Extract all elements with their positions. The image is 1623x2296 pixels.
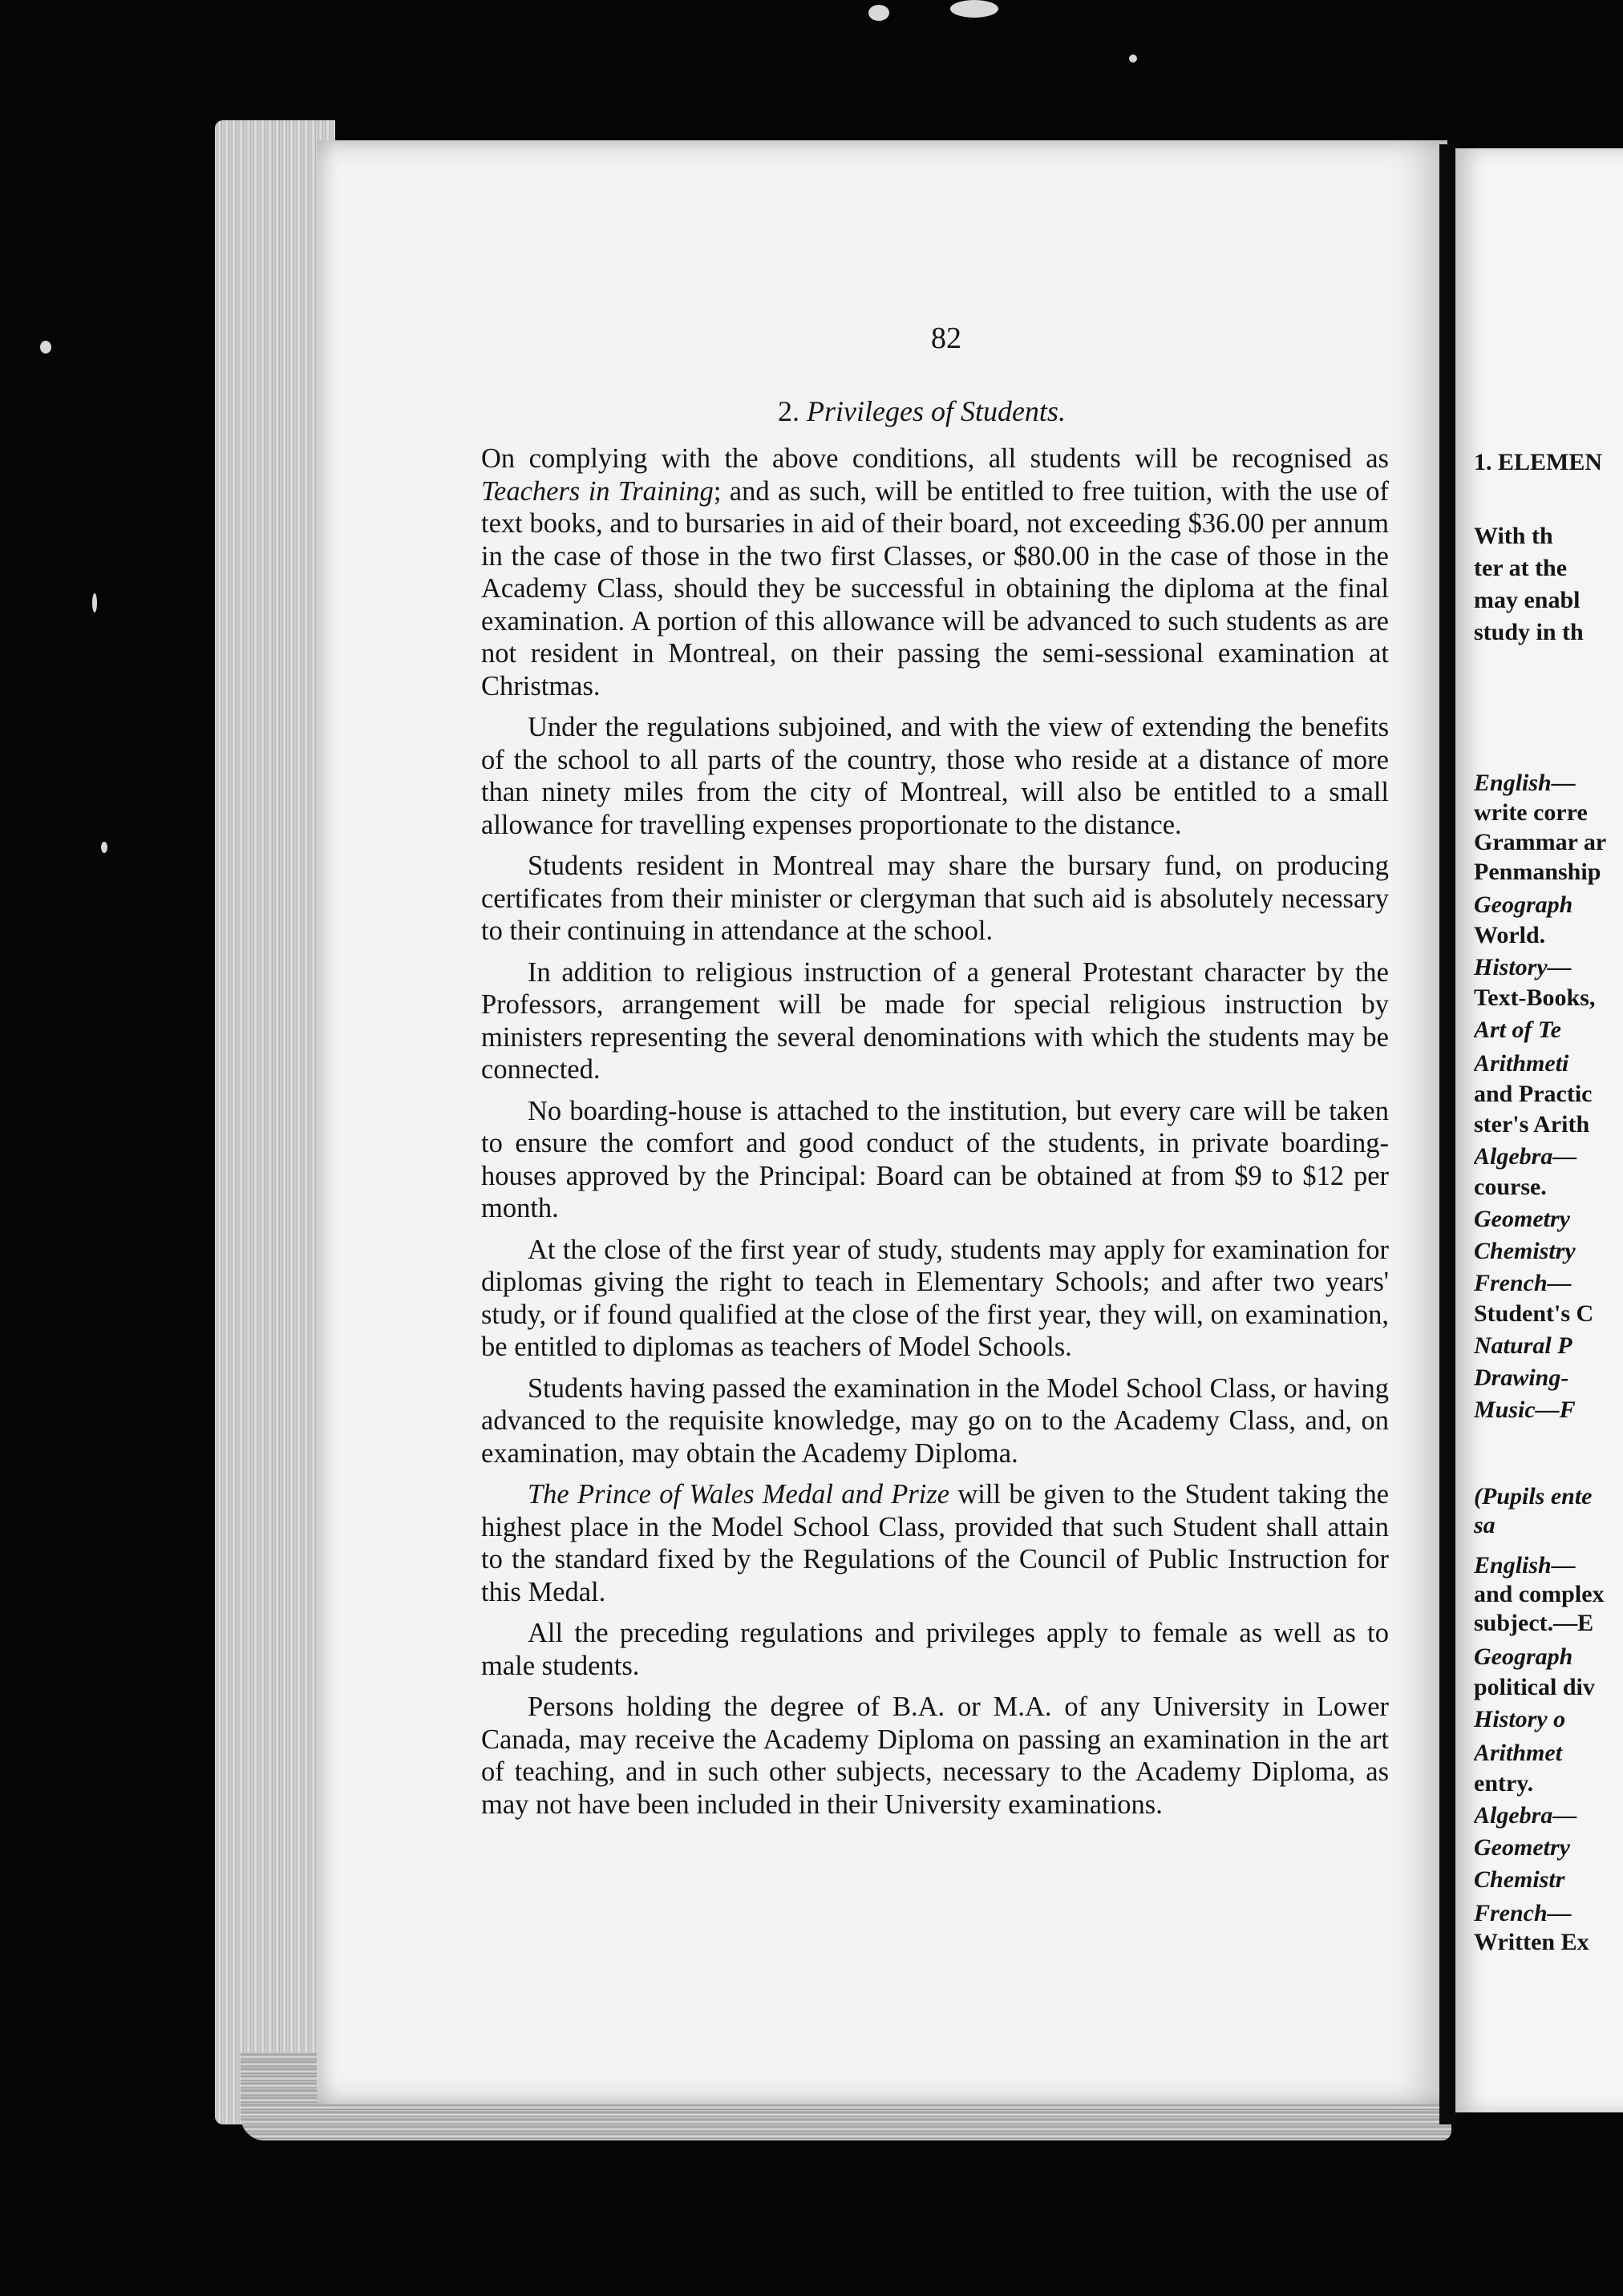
right-page-line: may enabl xyxy=(1474,587,1581,613)
paragraph xyxy=(481,1478,1389,1608)
paragraph-text: Under the regulations subjoined, and with the view of extending the benefits of the school to all parts of the country, those who reside at a distance of more than ninety miles from the city of Montreal, will also be entitled to a small allowance for travelling expenses proportionate to the distance. xyxy=(481,712,1389,840)
right-page-line: Penmanship xyxy=(1474,859,1601,885)
right-page-line: Grammar ar xyxy=(1474,829,1607,855)
right-page-line: Geograph xyxy=(1474,1643,1573,1670)
section-heading xyxy=(778,394,1179,428)
paragraph xyxy=(481,711,1389,841)
right-page-line: History— xyxy=(1474,954,1572,980)
paragraph-text: All the preceding regulations and privileges apply to female as well as to male students. xyxy=(481,1618,1389,1681)
right-page-line: With th xyxy=(1474,523,1553,549)
paragraph xyxy=(481,1372,1389,1470)
right-page-line: Geometry xyxy=(1474,1206,1570,1232)
paragraph xyxy=(481,1691,1389,1821)
right-page-line: History o xyxy=(1474,1706,1566,1732)
background-speck xyxy=(1129,55,1137,63)
paragraph-text: No boarding-house is attached to the institution, but every care will be taken to ensure the comfort and good conduct of the students, in private boarding-houses approved by the Principal: Board can be obtained at from $9 to $12 per month. xyxy=(481,1095,1389,1223)
paragraph xyxy=(481,443,1389,702)
right-page-text xyxy=(1474,449,1623,1972)
right-page-line: entry. xyxy=(1474,1770,1534,1797)
right-page-line: French— xyxy=(1474,1270,1572,1296)
right-page-line: and complex xyxy=(1474,1581,1605,1607)
right-page-line: ter at the xyxy=(1474,555,1568,581)
italic-phrase: The Prince of Wales Medal and Prize xyxy=(528,1479,950,1510)
right-page-line: sa xyxy=(1474,1512,1496,1538)
right-page-line: Chemistr xyxy=(1474,1866,1565,1893)
right-page-line: Drawing- xyxy=(1474,1364,1569,1391)
book-gutter xyxy=(1439,144,1457,2124)
paragraph xyxy=(481,1617,1389,1682)
paragraph xyxy=(481,850,1389,948)
right-page-line: Student's C xyxy=(1474,1300,1594,1327)
paragraph xyxy=(481,956,1389,1086)
right-page-line: study in th xyxy=(1474,619,1584,645)
right-page-line: Arithmet xyxy=(1474,1740,1563,1766)
right-page-line: Text-Books, xyxy=(1474,984,1596,1011)
right-page-line: Written Ex xyxy=(1474,1929,1589,1955)
paragraph-text: Students resident in Montreal may share the bursary fund, on producing certificates from their minister or clergyman that such aid is absolutely necessary to their continuing in attendance at the school. xyxy=(481,851,1389,946)
right-page-line: Art of Te xyxy=(1474,1017,1561,1043)
right-page-line: English— xyxy=(1474,1552,1576,1578)
right-page-line: Geograph xyxy=(1474,891,1573,918)
paragraph-text: The Prince of Wales Medal and Prize will be given to the Student taking the highest place in the Model School Class, provided that such Student shall attain to the standard fixed by the Regulations of the Council of Public Instruction for this Medal. xyxy=(481,1479,1390,1607)
right-page-line: Algebra— xyxy=(1474,1143,1577,1170)
paragraph xyxy=(481,1095,1389,1225)
right-page-line: Geometry xyxy=(1474,1834,1570,1861)
right-page-line: Chemistry xyxy=(1474,1238,1576,1264)
section-title: Privileges of Students. xyxy=(807,395,1066,427)
paragraph-text: On complying with the above conditions, all students will be recognised as Teachers in Training; and as such, will be entitled to free tuition, with the use of text books, and to bursaries in aid of their board, not exceeding $36.00 per annum in the case of those in the two first Classes, or $80.00 in the case of those in the Academy Class, should they be successful in obtaining the diploma at the final examination. A portion of this allowance will be advanced to such students as are not resident in Montreal, on their passing the semi-sessional examination at Christmas. xyxy=(481,443,1389,701)
italic-phrase: Teachers in Training xyxy=(481,475,714,507)
right-page-line: ster's Arith xyxy=(1474,1111,1590,1138)
background-speck xyxy=(868,5,889,21)
right-page-line: English— xyxy=(1474,770,1576,796)
paragraph-text: In addition to religious instruction of a general Protestant character by the Professors, arrangement will be made for special religious instruction by ministers representing the several denominations with which the students may be connected. xyxy=(481,956,1389,1085)
right-page-line: World. xyxy=(1474,922,1546,948)
right-page-line: French— xyxy=(1474,1900,1572,1926)
background-speck xyxy=(101,842,107,853)
right-page-line: Natural P xyxy=(1474,1332,1572,1359)
right-page-line: political div xyxy=(1474,1674,1595,1700)
background-speck xyxy=(950,0,998,18)
right-page-line: Arithmeti xyxy=(1474,1050,1569,1077)
right-page-line: subject.—E xyxy=(1474,1610,1594,1636)
page-number: 82 xyxy=(931,321,961,355)
right-page-line: course. xyxy=(1474,1174,1547,1200)
section-number: 2. xyxy=(778,395,799,427)
right-page-line: and Practic xyxy=(1474,1081,1593,1107)
right-page-line: (Pupils ente xyxy=(1474,1483,1593,1510)
background-speck xyxy=(40,341,51,354)
right-page-line: write corre xyxy=(1474,799,1588,826)
right-page-line: Music—F xyxy=(1474,1397,1576,1423)
paragraph-text: Students having passed the examination in the Model School Class, or having advanced to the requisite knowledge, may go on to the Academy Class, and, on examination, may obtain the Academy Diploma. xyxy=(481,1372,1389,1469)
right-page-line: Algebra— xyxy=(1474,1802,1577,1829)
paragraph xyxy=(481,1234,1389,1364)
paragraph-text: Persons holding the degree of B.A. or M.A. of any University in Lower Canada, may receive the Academy Diploma on passing an examination in the art of teaching, and in such other subjects, necessary to the Academy Diploma, as may not have been included in their University examinations. xyxy=(481,1692,1389,1820)
paragraph-text: At the close of the first year of study, students may apply for examination for diplomas giving the right to teach in Elementary Schools; and after two years' study, or if found qualified at the close of the first year, they will, on examination, be entitled to diplomas as teachers of Model Schools. xyxy=(481,1234,1389,1362)
right-page-line: 1. ELEMEN xyxy=(1474,449,1603,475)
body-text xyxy=(481,443,1389,1829)
background-speck xyxy=(92,593,97,612)
